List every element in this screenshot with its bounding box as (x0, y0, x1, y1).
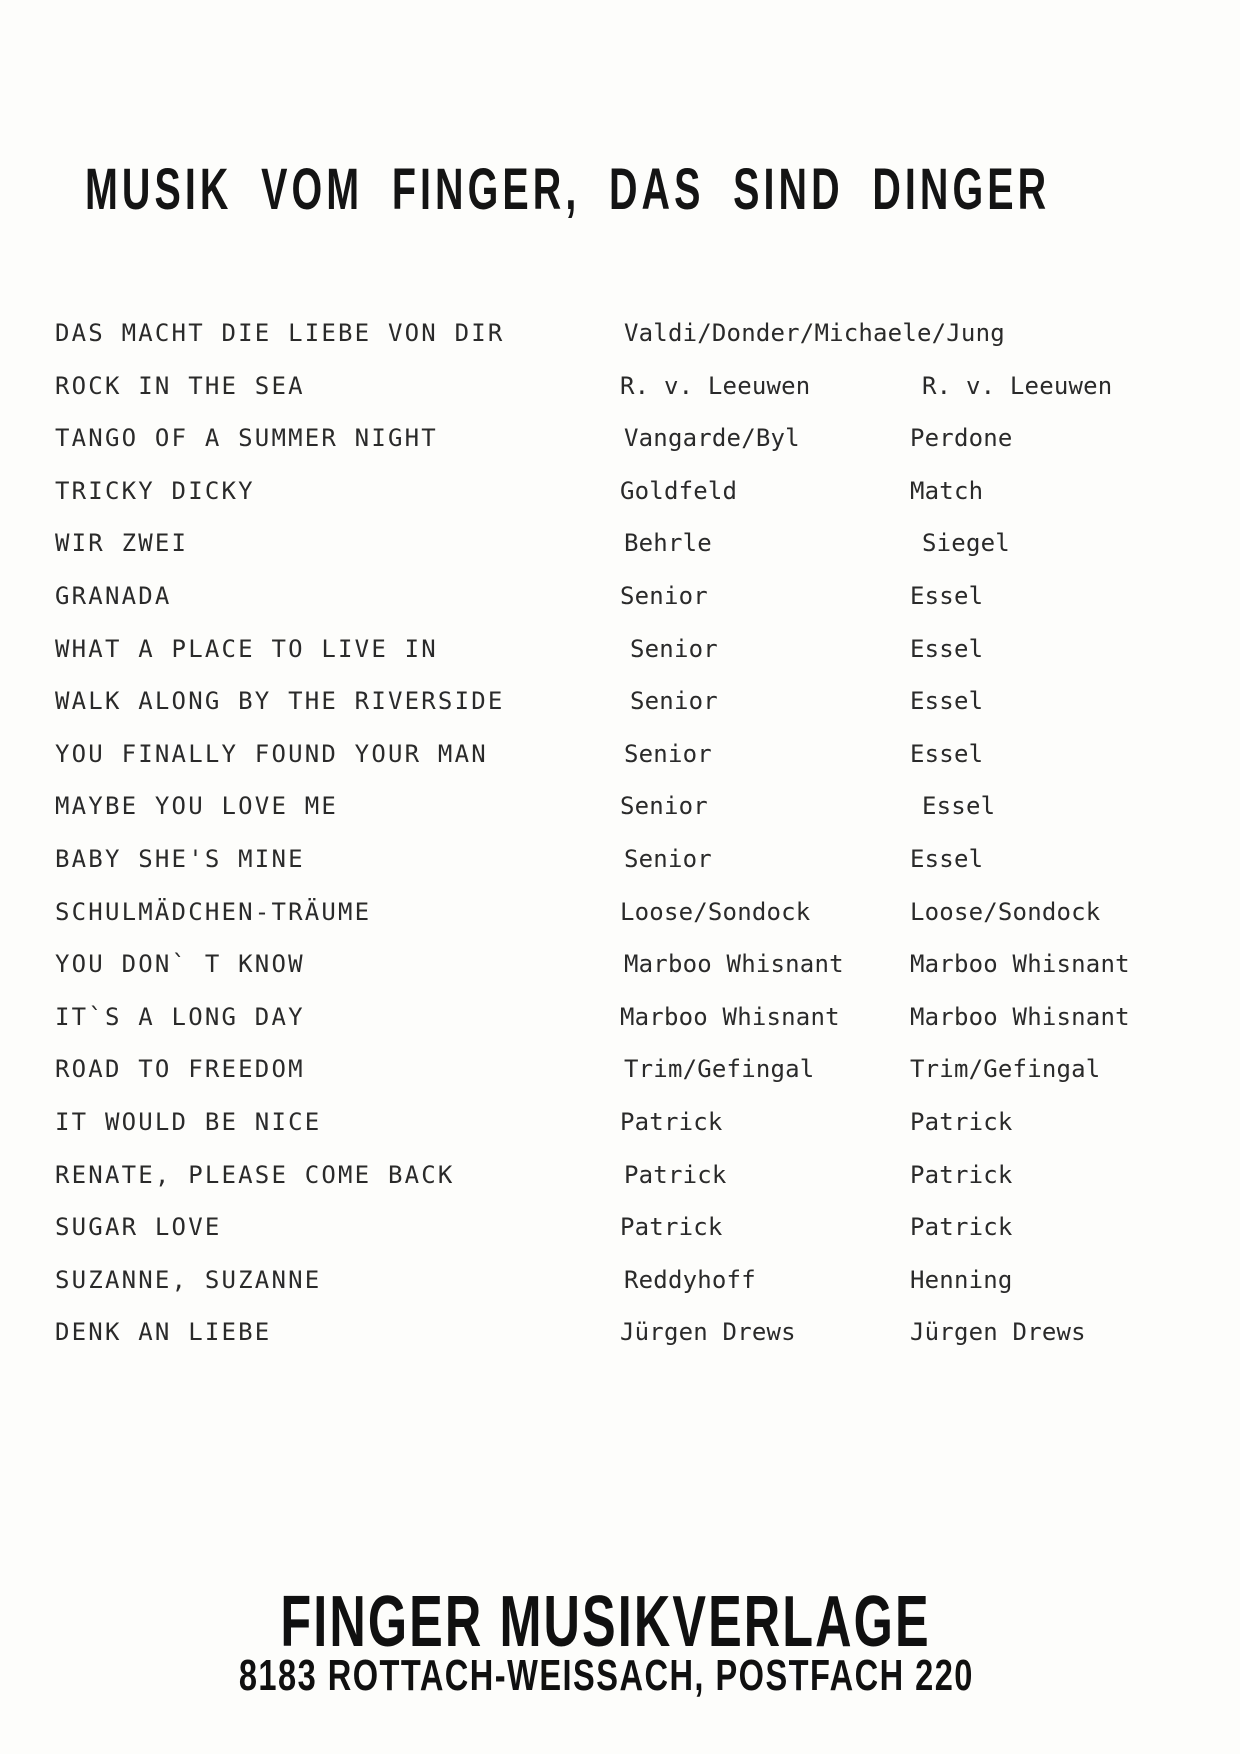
song-author: Match (910, 476, 984, 505)
song-composer: Reddyhoff (624, 1265, 756, 1294)
song-row (55, 1319, 1200, 1372)
song-composer: Senior (630, 687, 718, 716)
song-row (55, 951, 1200, 1004)
footer-address-line (0, 1651, 1240, 1700)
song-composer: Patrick (620, 1107, 723, 1136)
song-row (55, 846, 1200, 899)
song-composer: Patrick (624, 1160, 727, 1189)
song-composer: Goldfeld (620, 476, 738, 505)
song-composer: Senior (624, 844, 712, 873)
song-title: DENK AN LIEBE (55, 1318, 272, 1347)
song-author: R. v. Leeuwen (922, 371, 1113, 400)
footer (0, 1582, 1240, 1662)
song-author: Jürgen Drews (910, 1318, 1086, 1347)
song-author: Trim/Gefingal (910, 1055, 1101, 1084)
song-composer: Behrle (624, 529, 712, 558)
song-author: Essel (910, 581, 984, 610)
song-row (55, 583, 1200, 636)
song-author: Essel (910, 844, 984, 873)
song-title: SUZANNE, SUZANNE (55, 1265, 322, 1294)
song-author: Perdone (910, 424, 1013, 453)
song-author: Essel (922, 792, 996, 821)
song-title: SCHULMÄDCHEN-TRÄUME (55, 897, 372, 926)
song-author: Patrick (910, 1213, 1013, 1242)
song-composer: R. v. Leeuwen (620, 371, 811, 400)
song-row (55, 899, 1200, 952)
song-title: IT WOULD BE NICE (55, 1107, 322, 1136)
song-title: ROAD TO FREEDOM (55, 1055, 305, 1084)
song-composer: Vangarde/Byl (624, 424, 800, 453)
song-author: Loose/Sondock (910, 897, 1101, 926)
song-author: Henning (910, 1265, 1013, 1294)
song-composer: Senior (630, 634, 718, 663)
song-title: BABY SHE'S MINE (55, 844, 305, 873)
song-row (55, 1214, 1200, 1267)
song-title: WALK ALONG BY THE RIVERSIDE (55, 687, 505, 716)
song-row (55, 478, 1200, 531)
song-composer: Senior (620, 581, 708, 610)
song-title: TANGO OF A SUMMER NIGHT (55, 424, 438, 453)
song-row (55, 1267, 1200, 1320)
song-title: IT`S A LONG DAY (55, 1002, 305, 1031)
song-row (55, 1109, 1200, 1162)
song-author: Essel (910, 687, 984, 716)
song-title: RENATE, PLEASE COME BACK (55, 1160, 455, 1189)
song-title: ROCK IN THE SEA (55, 371, 305, 400)
song-row (55, 373, 1200, 426)
song-title: GRANADA (55, 581, 172, 610)
page-headline: MUSIK VOM FINGER, DAS SIND DINGER (85, 157, 1051, 222)
song-author: Patrick (910, 1107, 1013, 1136)
song-composer: Senior (624, 739, 712, 768)
song-title: YOU DON` T KNOW (55, 950, 305, 979)
song-title: WHAT A PLACE TO LIVE IN (55, 634, 438, 663)
song-title: DAS MACHT DIE LIEBE VON DIR (55, 319, 505, 347)
song-row (55, 688, 1200, 741)
song-composer: Loose/Sondock (620, 897, 811, 926)
song-row (55, 1004, 1200, 1057)
song-composer: Senior (620, 792, 708, 821)
song-table (55, 320, 1200, 1372)
song-author: Marboo Whisnant (910, 1002, 1130, 1031)
publisher-name: FINGER MUSIKVERLAGE (280, 1582, 932, 1662)
song-row (55, 320, 1200, 373)
song-composer: Valdi/Donder/Michaele/Jung (624, 319, 1005, 347)
song-title: TRICKY DICKY (55, 476, 255, 505)
song-author: Marboo Whisnant (910, 950, 1130, 979)
song-title: YOU FINALLY FOUND YOUR MAN (55, 739, 488, 768)
song-row (55, 530, 1200, 583)
song-title: WIR ZWEI (55, 529, 189, 558)
publisher-address: 8183 ROTTACH-WEISSACH, POSTFACH 220 (239, 1651, 975, 1700)
song-author: Patrick (910, 1160, 1013, 1189)
song-author: Essel (910, 634, 984, 663)
song-title: SUGAR LOVE (55, 1213, 222, 1242)
song-row (55, 636, 1200, 689)
song-composer: Patrick (620, 1213, 723, 1242)
song-composer: Trim/Gefingal (624, 1055, 815, 1084)
song-title: MAYBE YOU LOVE ME (55, 792, 339, 821)
song-composer: Jürgen Drews (620, 1318, 796, 1347)
song-author: Siegel (922, 529, 1010, 558)
song-composer: Marboo Whisnant (620, 1002, 840, 1031)
song-row (55, 741, 1200, 794)
song-author: Essel (910, 739, 984, 768)
song-row (55, 1162, 1200, 1215)
song-composer: Marboo Whisnant (624, 950, 844, 979)
song-row (55, 1056, 1200, 1109)
song-row (55, 793, 1200, 846)
song-row (55, 425, 1200, 478)
